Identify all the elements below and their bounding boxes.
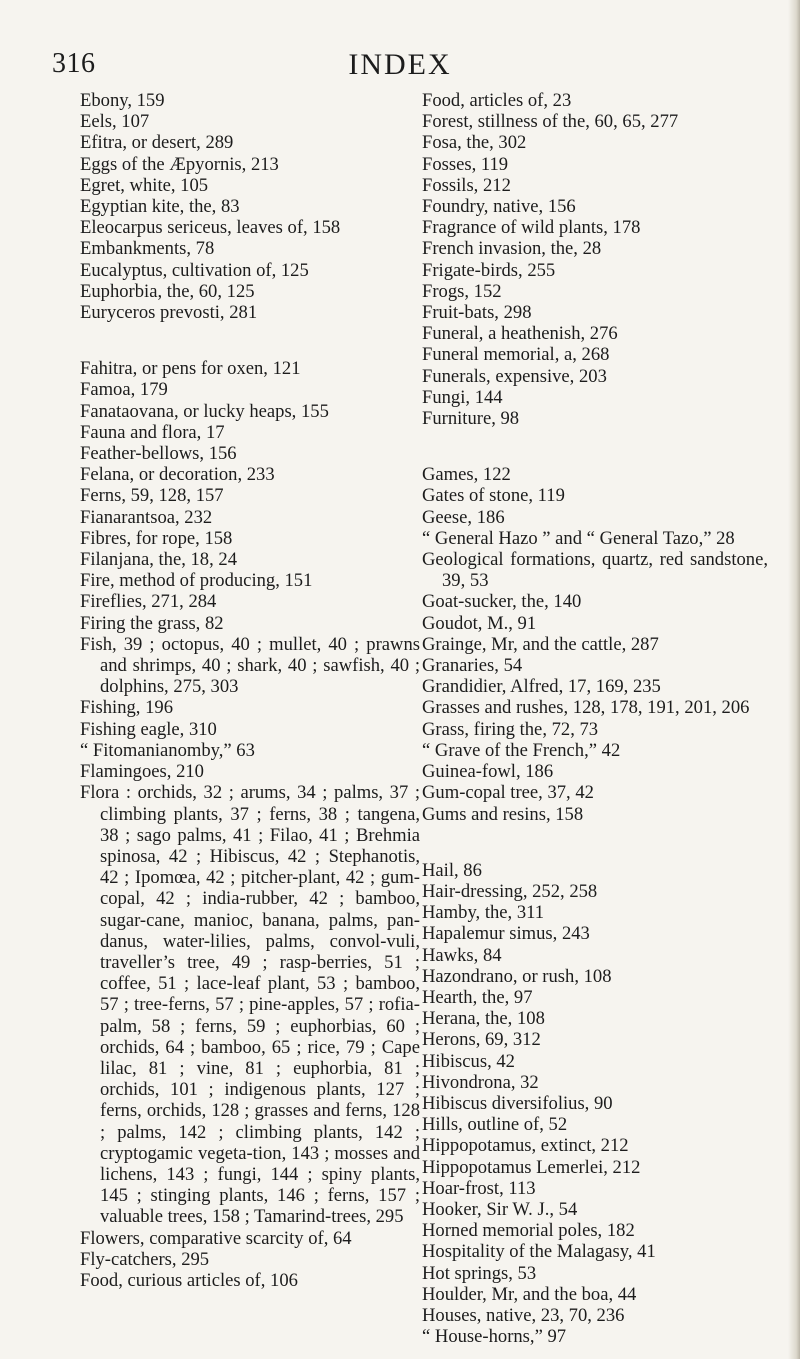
index-entry: Hearth, the, 97 xyxy=(422,986,533,1008)
index-entry: Fanataovana, or lucky heaps, 155 xyxy=(80,400,329,422)
index-entry: Hooker, Sir W. J., 54 xyxy=(422,1198,578,1220)
index-entry: Goudot, M., 91 xyxy=(422,612,537,634)
index-entry: Grainge, Mr, and the cattle, 287 xyxy=(422,633,659,655)
index-entry: Food, articles of, 23 xyxy=(422,90,572,111)
index-entry: “ House-horns,” 97 xyxy=(422,1326,567,1348)
index-entry: “ Fitomanianomby,” 63 xyxy=(80,739,255,761)
index-entry: Grass, firing the, 72, 73 xyxy=(422,718,599,740)
index-entry: Flamingoes, 210 xyxy=(80,761,204,783)
index-column-right xyxy=(422,90,768,1347)
page-number: 316 xyxy=(52,48,96,79)
index-entry: Euphorbia, the, 60, 125 xyxy=(80,280,255,302)
index-entry: Gates of stone, 119 xyxy=(422,485,565,507)
index-column-left xyxy=(80,90,420,1291)
index-entry: Fireflies, 271, 284 xyxy=(80,591,217,613)
index-entry: Forest, stillness of the, 60, 65, 277 xyxy=(422,111,679,133)
index-entry: Hoar-frost, 113 xyxy=(422,1177,536,1199)
index-entry: French invasion, the, 28 xyxy=(422,238,602,260)
index-entry: Eucalyptus, cultivation of, 125 xyxy=(80,259,309,281)
index-entry: Fahitra, or pens for oxen, 121 xyxy=(80,358,301,380)
index-entry: Filanjana, the, 18, 24 xyxy=(80,549,237,571)
index-entry: Fauna and flora, 17 xyxy=(80,421,225,443)
index-entry: Efitra, or desert, 289 xyxy=(80,132,234,154)
index-entry: Gum-copal tree, 37, 42 xyxy=(422,782,594,804)
index-entry: Fishing eagle, 310 xyxy=(80,718,217,740)
index-entry: Frogs, 152 xyxy=(422,280,502,302)
index-entry: Funeral, a heathenish, 276 xyxy=(422,323,618,345)
index-entry: Fianarantsoa, 232 xyxy=(80,506,213,528)
index-entry: Feather-bellows, 156 xyxy=(80,443,237,465)
page-header xyxy=(0,48,800,88)
index-entry: Foundry, native, 156 xyxy=(422,196,576,218)
index-entry: Famoa, 179 xyxy=(80,379,168,401)
index-entry: Furniture, 98 xyxy=(422,408,520,430)
index-entry: Gums and resins, 158 xyxy=(422,803,584,825)
index-entry: Fragrance of wild plants, 178 xyxy=(422,217,641,239)
index-entry: Fibres, for rope, 158 xyxy=(80,527,233,549)
index-entry: Hamby, the, 311 xyxy=(422,902,545,924)
index-entry: Flora : orchids, 32 ; arums, 34 ; palms, 37 ; climbing plants, 37 ; ferns, 38 ; tangena, 38 ; sago palms, 41 ; Filao, 41 ; Brehmia spinosa, 42 ; Hibiscus, 42 ; Stephanotis, 42 ; Ipomœa, 42 ; pitcher-plant, 42 ; gum-copal, 42 ; india-rubber, 42 ; bamboo, sugar-cane, manioc, banana, palms, pan-danus, water-lilies, palms, convol-vuli, traveller’s tree, 49 ; rasp-berries, 51 ; coffee, 51 ; lace-leaf plant, 53 ; bamboo, 57 ; tree-ferns, 57 ; pine-apples, 57 ; rofia-palm, 58 ; ferns, 59 ; euphorbias, 60 ; orchids, 64 ; bamboo, 65 ; rice, 79 ; Cape lilac, 81 ; vine, 81 ; euphorbia, 81 ; orchids, 101 ; indigenous plants, 127 ; ferns, orchids, 128 ; grasses and ferns, 128 ; palms, 142 ; climbing plants, 142 ; cryptogamic vegeta-tion, 143 ; mosses and lichens, 143 ; fungi, 144 ; spiny plants, 145 ; stinging plants, 146 ; ferns, 157 ; valuable trees, 158 ; Tamarind-trees, 295 xyxy=(80,782,420,1228)
index-entry: Hawks, 84 xyxy=(422,944,502,966)
index-entry: Egret, white, 105 xyxy=(80,174,209,196)
index-entry: Ebony, 159 xyxy=(80,90,165,111)
index-entry: Fosa, the, 302 xyxy=(422,132,527,154)
index-entry: Fishing, 196 xyxy=(80,697,173,719)
index-entry: Funerals, expensive, 203 xyxy=(422,365,607,387)
index-entry: Fruit-bats, 298 xyxy=(422,302,532,324)
index-entry: Flowers, comparative scarcity of, 64 xyxy=(80,1227,352,1249)
index-entry: Houlder, Mr, and the boa, 44 xyxy=(422,1283,637,1305)
index-entry: Goat-sucker, the, 140 xyxy=(422,591,582,613)
letter-group-gap xyxy=(422,429,768,464)
index-entry: Frigate-birds, 255 xyxy=(422,259,556,281)
letter-group-gap xyxy=(422,825,768,860)
index-entry: “ Grave of the French,” 42 xyxy=(422,739,621,761)
index-entry: Hippopotamus, extinct, 212 xyxy=(422,1135,629,1157)
index-entry: Fungi, 144 xyxy=(422,386,503,408)
index-entry: Euryceros prevosti, 281 xyxy=(80,302,258,324)
index-entry: Fosses, 119 xyxy=(422,153,509,175)
index-entry: “ General Hazo ” and “ General Tazo,” 28 xyxy=(422,527,735,549)
index-entry: Herons, 69, 312 xyxy=(422,1029,541,1051)
index-entry: Embankments, 78 xyxy=(80,238,215,260)
index-entry: Ferns, 59, 128, 157 xyxy=(80,485,224,507)
index-entry: Granaries, 54 xyxy=(422,655,523,677)
index-entry: Grasses and rushes, 128, 178, 191, 201, 206 xyxy=(422,697,750,719)
index-entry: Hazondrano, or rush, 108 xyxy=(422,965,612,987)
index-entry: Hibiscus diversifolius, 90 xyxy=(422,1092,613,1114)
index-entry: Geological formations, quartz, red sandstone, 39, 53 xyxy=(422,549,768,592)
index-entry: Funeral memorial, a, 268 xyxy=(422,344,610,366)
index-entry: Hair-dressing, 252, 258 xyxy=(422,880,598,902)
index-entry: Games, 122 xyxy=(422,464,511,486)
index-entry: Fish, 39 ; octopus, 40 ; mullet, 40 ; prawns and shrimps, 40 ; shark, 40 ; sawfish, 40 ; dolphins, 275, 303 xyxy=(80,633,420,698)
index-entry: Horned memorial poles, 182 xyxy=(422,1220,635,1242)
index-entry: Hills, outline of, 52 xyxy=(422,1114,568,1136)
index-entry: Hospitality of the Malagasy, 41 xyxy=(422,1241,656,1263)
letter-group-gap xyxy=(80,323,420,358)
index-entry: Fly-catchers, 295 xyxy=(80,1248,210,1270)
index-entry: Guinea-fowl, 186 xyxy=(422,761,554,783)
index-entry: Hot springs, 53 xyxy=(422,1262,537,1284)
index-entry: Hail, 86 xyxy=(422,859,482,881)
index-entry: Fire, method of producing, 151 xyxy=(80,570,313,592)
index-entry: Geese, 186 xyxy=(422,506,505,528)
index-entry: Hippopotamus Lemerlei, 212 xyxy=(422,1156,641,1178)
index-entry: Egyptian kite, the, 83 xyxy=(80,196,240,218)
index-entry: Eleocarpus sericeus, leaves of, 158 xyxy=(80,217,341,239)
index-entry: Food, curious articles of, 106 xyxy=(80,1269,298,1291)
index-entry: Fossils, 212 xyxy=(422,174,511,196)
index-entry: Houses, native, 23, 70, 236 xyxy=(422,1304,625,1326)
index-entry: Felana, or decoration, 233 xyxy=(80,464,275,486)
index-entry: Eggs of the Æpyornis, 213 xyxy=(80,153,279,175)
index-entry: Hivondrona, 32 xyxy=(422,1071,539,1093)
index-entry: Herana, the, 108 xyxy=(422,1008,545,1030)
index-entry: Eels, 107 xyxy=(80,111,150,133)
index-entry: Firing the grass, 82 xyxy=(80,612,224,634)
index-entry: Hibiscus, 42 xyxy=(422,1050,515,1072)
index-entry: Hapalemur simus, 243 xyxy=(422,923,590,945)
running-head: INDEX xyxy=(348,48,452,81)
index-entry: Grandidier, Alfred, 17, 169, 235 xyxy=(422,676,661,698)
page-edge-shadow xyxy=(788,0,800,1359)
